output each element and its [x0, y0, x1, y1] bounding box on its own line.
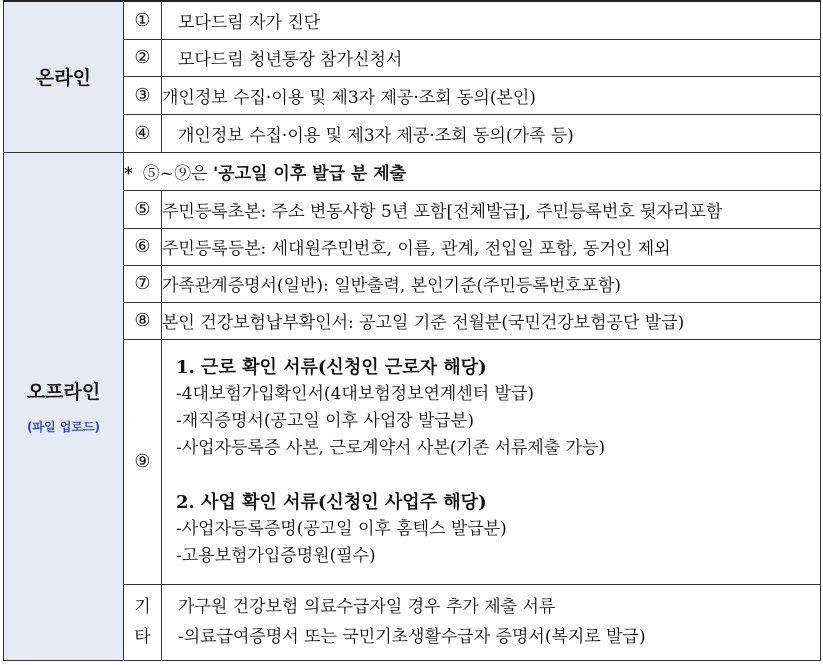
offline-row-6: [4, 228, 821, 265]
etc-line: -의료급여증명서 또는 국민기초생활수급자 증명서(복지로 발급): [178, 627, 646, 647]
section-heading: 2. 사업 확인 서류(신청인 사업주 해당): [176, 491, 487, 513]
row-number: ③: [124, 76, 162, 114]
row-number: ⑦: [124, 265, 162, 302]
etc-label-top: 기: [134, 597, 151, 617]
row-text: 모다드림 청년통장 참가신청서: [162, 39, 821, 76]
section-line: -고용보험가입증명원(필수): [176, 545, 376, 566]
etc-content: [162, 584, 821, 660]
online-category-cell: [4, 1, 124, 152]
item9-content: [162, 339, 821, 584]
offline-note: [124, 152, 821, 190]
offline-category-sublabel: (파일 업로드): [26, 420, 101, 434]
offline-note-row: [4, 152, 821, 190]
row-text: 주민등록초본: 주소 변동사항 5년 포함[전체발급], 주민등록번호 뒷자리포함: [162, 190, 821, 228]
etc-label-cell: [124, 584, 162, 660]
offline-row-5: [4, 190, 821, 228]
section-line: -사업자등록증명(공고일 이후 홈텍스 발급분): [176, 518, 507, 539]
section-heading: 1. 근로 확인 서류(신청인 근로자 해당): [176, 356, 487, 378]
online-row-4: [4, 114, 821, 152]
row-number: ⑧: [124, 302, 162, 339]
note-text: '공고일 이후 발급 분 제출: [212, 163, 407, 184]
offline-row-etc: [4, 584, 821, 660]
row-text: 개인정보 수집·이용 및 제3자 제공·조회 동의(본인): [162, 76, 821, 114]
row-text: 본인 건강보험납부확인서: 공고일 기준 전월분(국민건강보험공단 발급): [162, 302, 821, 339]
offline-row-8: [4, 302, 821, 339]
offline-row-7: [4, 265, 821, 302]
etc-label-bottom: 타: [134, 627, 151, 647]
row-text: 주민등록등본: 세대원주민번호, 이름, 관계, 전입일 포함, 동거인 제외: [162, 228, 821, 265]
offline-category-cell: [4, 152, 124, 660]
row-number: ①: [124, 1, 162, 39]
row-text: 가족관계증명서(일반): 일반출력, 본인기준(주민등록번호포함): [162, 265, 821, 302]
offline-category-label: 오프라인: [26, 381, 101, 403]
offline-row-9: [4, 339, 821, 584]
required-documents-table: [3, 0, 821, 661]
section-line: -재직증명서(공고일 이후 사업장 발급분): [176, 410, 474, 431]
row-number: ⑥: [124, 228, 162, 265]
row-number: ⑤: [124, 190, 162, 228]
row-number: ⑨: [124, 339, 162, 584]
note-range: ⑤~⑨은: [142, 163, 208, 184]
row-text: 개인정보 수집·이용 및 제3자 제공·조회 동의(가족 등): [162, 114, 821, 152]
row-number: ②: [124, 39, 162, 76]
asterisk-mark: *: [124, 163, 133, 184]
online-category-label: 온라인: [35, 67, 92, 90]
online-row-2: [4, 39, 821, 76]
section-line: -4대보험가입확인서(4대보험정보연계센터 발급): [176, 383, 535, 404]
online-row-1: [4, 1, 821, 39]
section-line: -사업자등록증 사본, 근로계약서 사본(기존 서류제출 가능): [176, 437, 606, 458]
etc-line: 가구원 건강보험 의료수급자일 경우 추가 제출 서류: [178, 597, 556, 617]
row-number: ④: [124, 114, 162, 152]
row-text: 모다드림 자가 진단: [162, 1, 821, 39]
online-row-3: [4, 76, 821, 114]
